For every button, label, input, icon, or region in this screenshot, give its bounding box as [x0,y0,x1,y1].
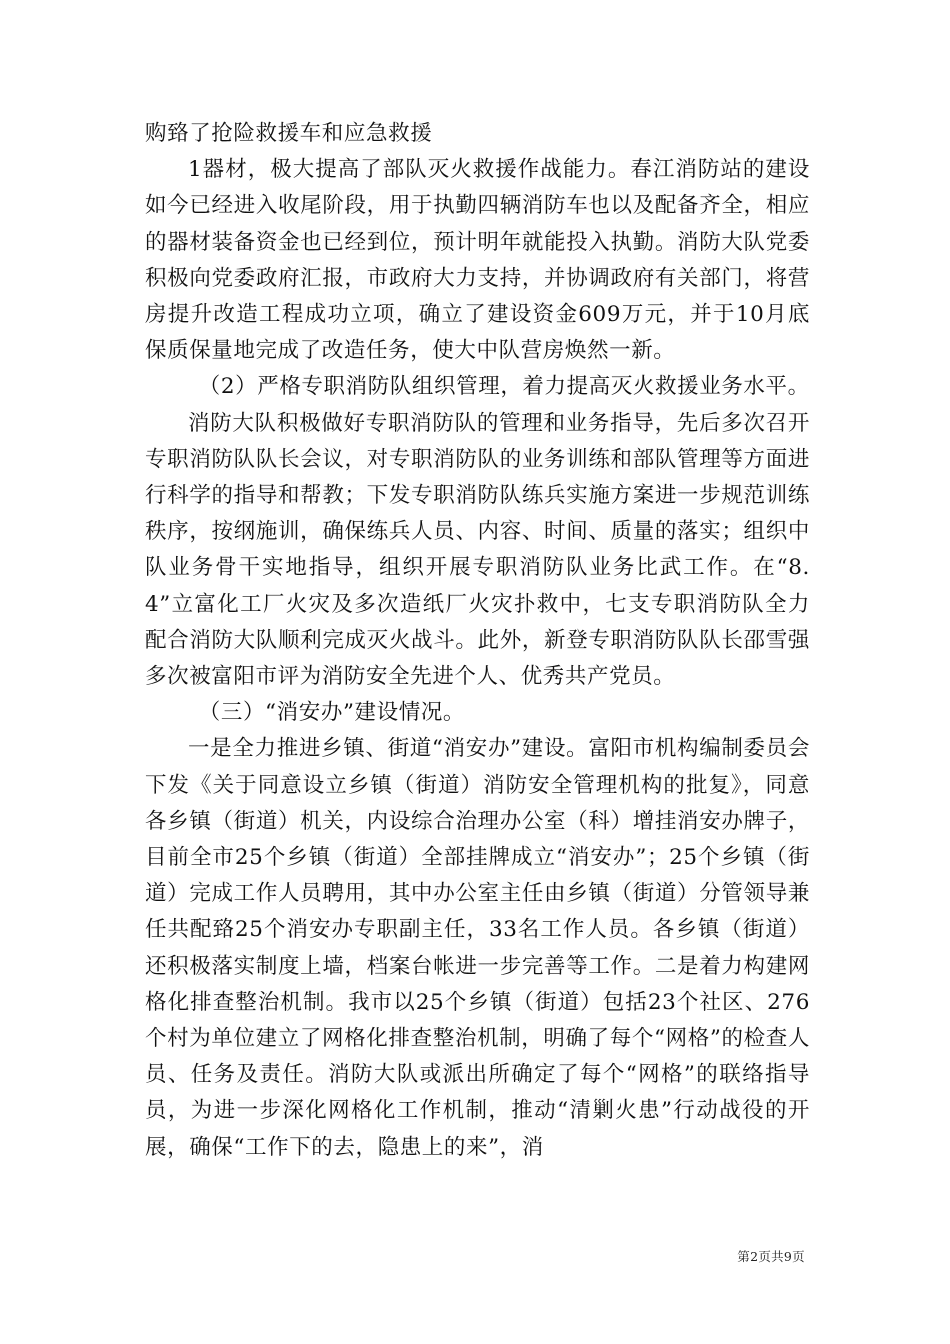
page-number: 第2页共9页 [737,1249,805,1264]
paragraph-equipment: 1器材，极大提高了部队灭火救援作战能力。春江消防站的建设如今已经进入收尾阶段，用于执勤四辆消防车也以及配备齐全，相应的器材装备资金也已经到位，预计明年就能投入执勤。消防大队党委积极向党委政府汇报，市政府大力支持，并协调政府有关部门，将营房提升改造工程成功立项，确立了建设资金609万元，并于10月底保质保量地完成了改造任务，使大中队营房焕然一新。 [145,157,810,364]
section-heading-3: （三）“消安办”建设情况。 [198,700,466,726]
document-body [145,116,810,1166]
paragraph-safety-office: 一是全力推进乡镇、街道“消安办”建设。富阳市机构编制委员会下发《关于同意设立乡镇（街道）消防安全管理机构的批复》，同意各乡镇（街道）机关，内设综合治理办公室（科）增挂消安办牌子，目前全市25个乡镇（街道）全部挂牌成立“消安办”；25个乡镇（街道）完成工作人员聘用，其中办公室主任由乡镇（街道）分管领导兼任共配臵25个消安办专职副主任，33名工作人员。各乡镇（街道）还积极落实制度上墙，档案台帐进一步完善等工作。二是着力构建网格化排查整治机制。我市以25个乡镇（街道）包括23个社区、276个村为单位建立了网格化排查整治机制，明确了每个“网格”的检查人员、任务及责任。消防大队或派出所确定了每个“网格”的联络指导员，为进一步深化网格化工作机制，推动“清剿火患”行动战役的开展，确保“工作下的去，隐患上的来”，消 [145,736,810,1160]
paragraph-fire-brigade-management: 消防大队积极做好专职消防队的管理和业务指导，先后多次召开专职消防队队长会议，对专职消防队的业务训练和部队管理等方面进行科学的指导和帮教；下发专职消防队练兵实施方案进一步规范训练秩序，按纲施训，确保练兵人员、内容、时间、质量的落实；组织中队业务骨干实地指导，组织开展专职消防队业务比武工作。在“8.4”立富化工厂火灾及多次造纸厂火灾扑救中，七支专职消防队全力配合消防大队顺利完成灭火战斗。此外，新登专职消防队队长邵雪强多次被富阳市评为消防安全先进个人、优秀共产党员。 [145,410,810,690]
section-heading-2: （2）严格专职消防队组织管理，着力提高灭火救援业务水平。 [198,374,810,400]
paragraph-purchase-fragment: 购臵了抢险救援车和应急救援 [145,121,433,146]
